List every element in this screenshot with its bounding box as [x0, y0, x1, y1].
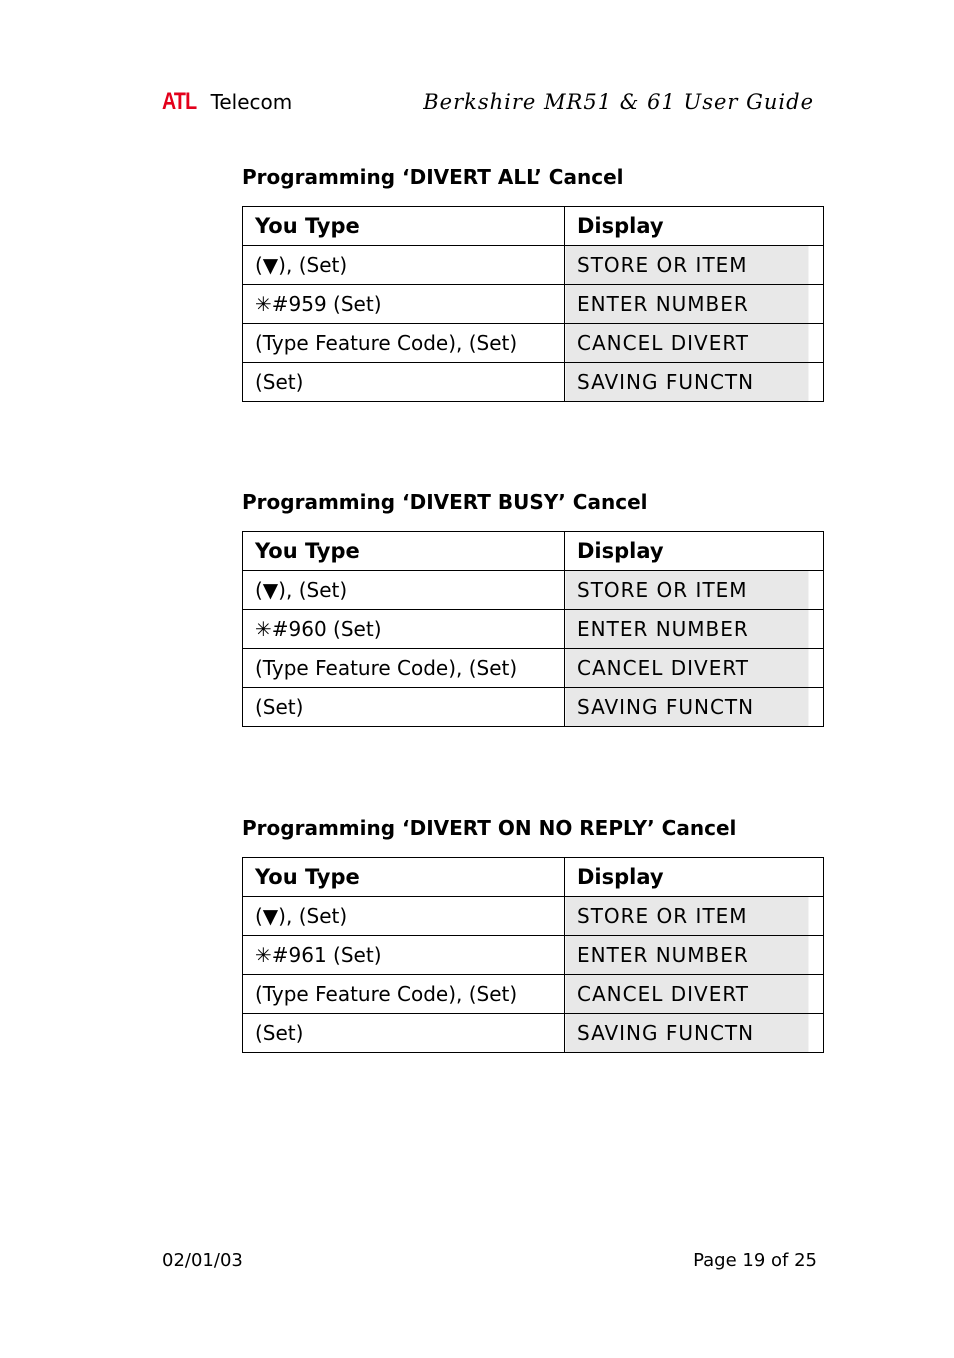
display-cell: ENTER NUMBER — [565, 936, 824, 975]
col-you-type: You Type — [243, 532, 565, 571]
table-row — [243, 246, 824, 285]
section-title: Programming ‘DIVERT ON NO REPLY’ Cancel — [242, 816, 737, 840]
you-type-cell: ✳#959 (Set) — [243, 285, 565, 324]
you-type-cell: (▼), (Set) — [243, 571, 565, 610]
display-cell: STORE OR ITEM — [565, 571, 824, 610]
you-type-cell: ✳#961 (Set) — [243, 936, 565, 975]
table-row — [243, 285, 824, 324]
display-cell: ENTER NUMBER — [565, 610, 824, 649]
table-header-row — [243, 532, 824, 571]
table-header-row — [243, 858, 824, 897]
you-type-cell: (Set) — [243, 363, 565, 402]
you-type-cell: (Set) — [243, 688, 565, 727]
col-display: Display — [565, 207, 824, 246]
table-row — [243, 363, 824, 402]
col-display: Display — [565, 858, 824, 897]
display-cell: ENTER NUMBER — [565, 285, 824, 324]
document-title: Berkshire MR51 & 61 User Guide — [423, 90, 814, 114]
table-row — [243, 649, 824, 688]
you-type-cell: (▼), (Set) — [243, 246, 565, 285]
brand-mark: ATL — [162, 88, 197, 115]
section-divert-all — [242, 162, 822, 402]
instruction-table — [242, 531, 824, 727]
page-header — [162, 86, 814, 120]
you-type-cell: (Set) — [243, 1014, 565, 1053]
table-row — [243, 610, 824, 649]
display-cell: CANCEL DIVERT — [565, 649, 824, 688]
section-title: Programming ‘DIVERT BUSY’ Cancel — [242, 490, 648, 514]
table-row — [243, 324, 824, 363]
table-row — [243, 571, 824, 610]
table-row — [243, 975, 824, 1014]
display-cell: SAVING FUNCTN — [565, 363, 824, 402]
footer-page-number: Page 19 of 25 — [693, 1250, 817, 1271]
instruction-table — [242, 206, 824, 402]
you-type-cell: (Type Feature Code), (Set) — [243, 649, 565, 688]
display-cell: STORE OR ITEM — [565, 897, 824, 936]
section-title: Programming ‘DIVERT ALL’ Cancel — [242, 165, 624, 189]
you-type-cell: ✳#960 (Set) — [243, 610, 565, 649]
instruction-table — [242, 857, 824, 1053]
display-cell: SAVING FUNCTN — [565, 688, 824, 727]
table-header-row — [243, 207, 824, 246]
table-row — [243, 936, 824, 975]
you-type-cell: (Type Feature Code), (Set) — [243, 324, 565, 363]
you-type-cell: (Type Feature Code), (Set) — [243, 975, 565, 1014]
table-row — [243, 1014, 824, 1053]
section-divert-no-reply — [242, 813, 822, 1053]
footer-date: 02/01/03 — [162, 1250, 243, 1271]
display-cell: STORE OR ITEM — [565, 246, 824, 285]
you-type-cell: (▼), (Set) — [243, 897, 565, 936]
brand-logo — [162, 88, 292, 116]
brand-name: Telecom — [210, 90, 293, 114]
display-cell: CANCEL DIVERT — [565, 324, 824, 363]
col-display: Display — [565, 532, 824, 571]
col-you-type: You Type — [243, 207, 565, 246]
table-row — [243, 897, 824, 936]
table-row — [243, 688, 824, 727]
section-divert-busy — [242, 487, 822, 727]
col-you-type: You Type — [243, 858, 565, 897]
display-cell: SAVING FUNCTN — [565, 1014, 824, 1053]
display-cell: CANCEL DIVERT — [565, 975, 824, 1014]
